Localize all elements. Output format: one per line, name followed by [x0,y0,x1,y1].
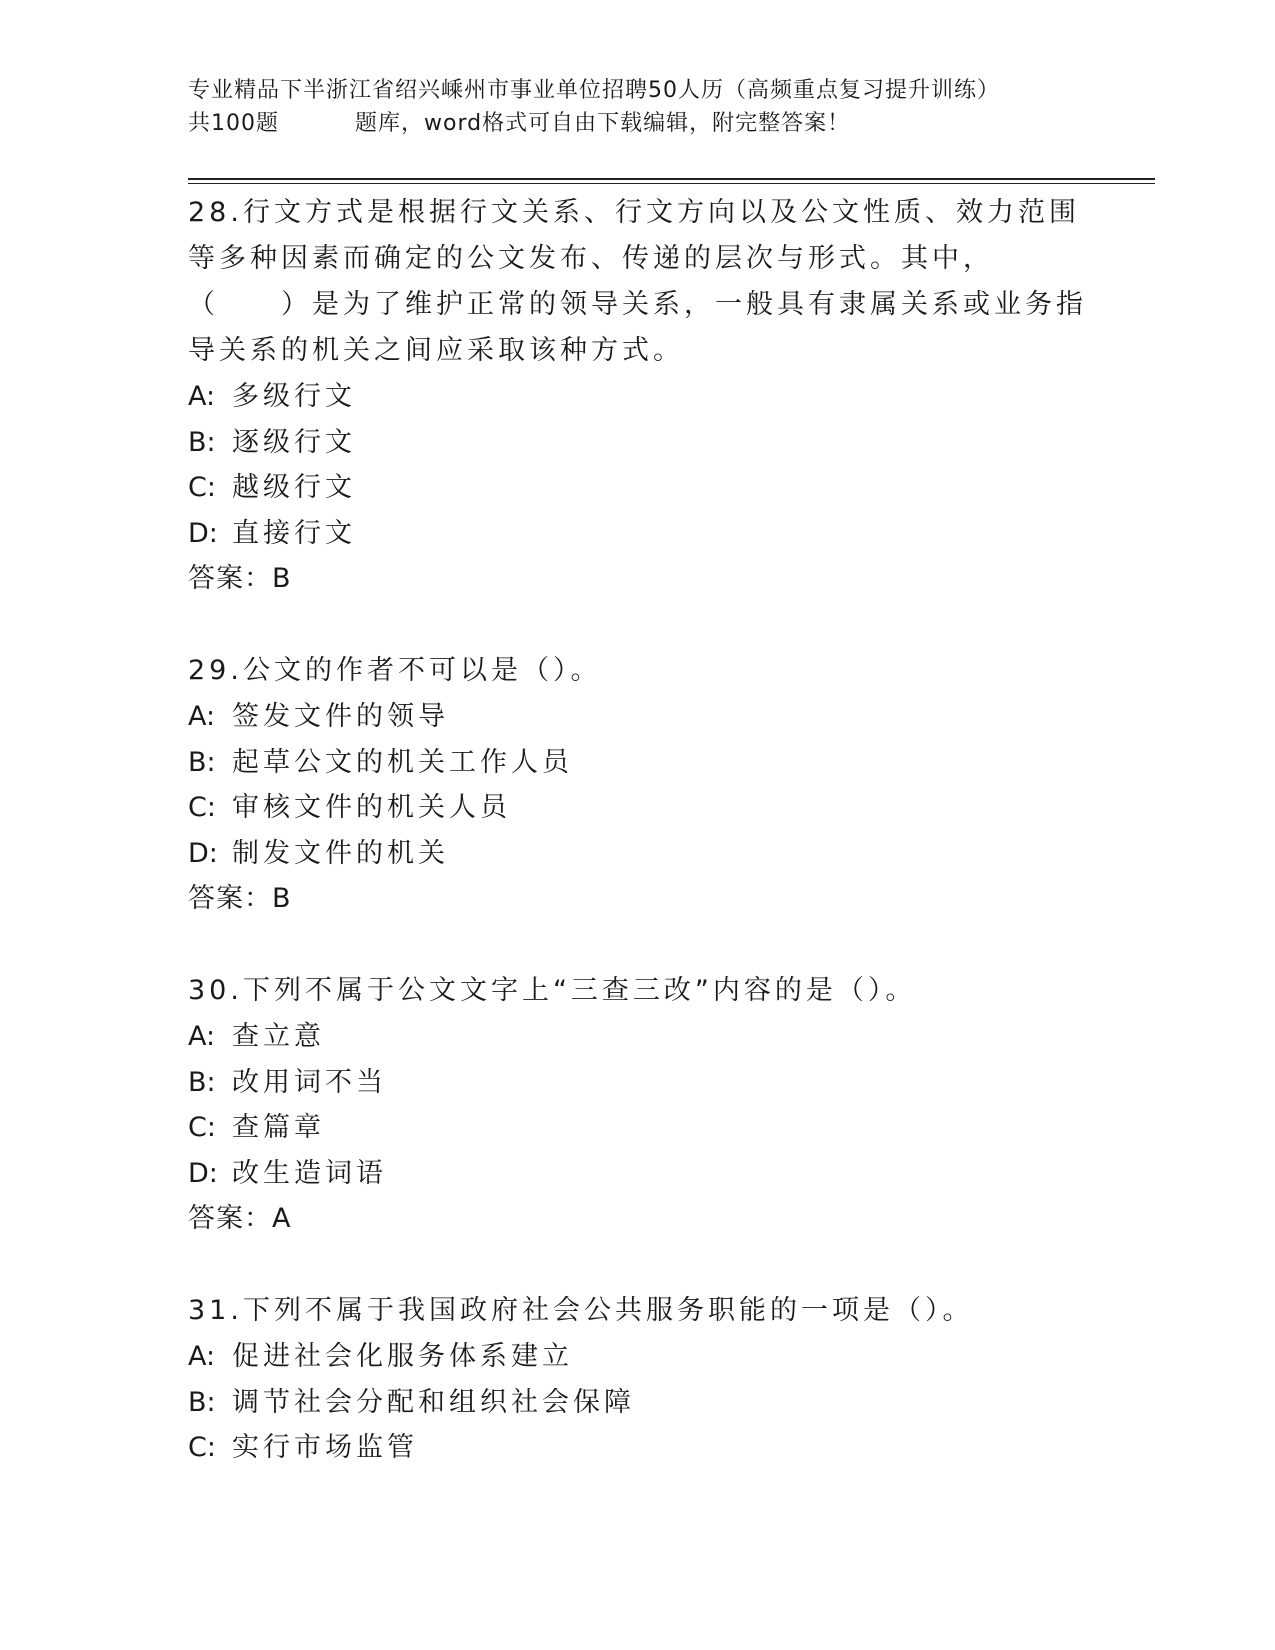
option-letter: B: [188,746,216,778]
header-title: 专业精品下半浙江省绍兴嵊州市事业单位招聘50人历（高频重点复习提升训练） [188,78,1000,103]
option-a [188,694,1088,740]
option-text: 直接行文 [232,517,356,549]
option-text: 逐级行文 [232,426,356,458]
option-text: 查立意 [232,1021,325,1052]
option-text: 制发文件的机关 [232,837,449,869]
option-letter: A: [188,701,216,732]
header-rule-thick [188,178,1155,180]
answer-line: 答案：B [188,563,292,594]
option-d [188,1151,1088,1197]
option-text: 查篇章 [232,1112,325,1143]
option-letter: A: [188,381,216,412]
option-a [188,1334,1088,1380]
option-text: 改生造词语 [232,1157,387,1189]
option-a [188,374,1088,420]
question-31 [188,1288,1088,1471]
option-letter: B: [188,426,216,458]
option-letter: B: [188,1386,216,1418]
option-letter: D: [188,1157,218,1189]
option-b [188,420,1088,466]
option-text: 越级行文 [232,472,356,503]
header-subtitle [188,107,1088,140]
option-text: 改用词不当 [232,1066,387,1098]
option-c [188,785,1088,831]
question-list [188,190,1088,1517]
option-letter: C: [188,472,216,503]
option-letter: C: [188,1432,216,1463]
answer-line: 答案：A [188,1203,292,1234]
option-text: 促进社会化服务体系建立 [232,1341,573,1372]
option-b [188,1380,1088,1426]
question-28 [188,190,1088,602]
page-header [188,74,1088,140]
header-count: 共100题 [188,111,279,136]
option-text: 实行市场监管 [232,1432,418,1463]
question-30 [188,968,1088,1242]
question-stem: 30.下列不属于公文文字上“三查三改”内容的是（）。 [188,975,917,1006]
option-text: 签发文件的领导 [232,701,449,732]
question-stem: 31.下列不属于我国政府社会公共服务职能的一项是（）。 [188,1295,974,1326]
option-letter: B: [188,1066,216,1098]
option-letter: C: [188,792,216,823]
option-a [188,1014,1088,1060]
option-c [188,1105,1088,1151]
option-c [188,1425,1088,1471]
option-text: 多级行文 [232,381,356,412]
option-b [188,740,1088,786]
answer-line: 答案：B [188,883,292,914]
header-description: 题库，word格式可自由下载编辑，附完整答案！ [355,111,851,136]
option-letter: D: [188,837,218,869]
option-text: 起草公文的机关工作人员 [232,746,573,778]
question-stem: 28.行文方式是根据行文关系、行文方向以及公文性质、效力范围等多种因素而确定的公文发布、传递的层次与形式。其中，（ ）是为了维护正常的领导关系，一般具有隶属关系或业务指导关系的机关之间应采取该种方式。 [188,197,1087,366]
option-c [188,465,1088,511]
option-letter: D: [188,517,218,549]
question-29 [188,648,1088,922]
option-letter: A: [188,1021,216,1052]
question-stem: 29.公文的作者不可以是（）。 [188,655,602,686]
option-letter: C: [188,1112,216,1143]
option-letter: A: [188,1341,216,1372]
option-b [188,1060,1088,1106]
option-text: 审核文件的机关人员 [232,792,511,823]
option-text: 调节社会分配和组织社会保障 [232,1386,635,1418]
option-d [188,831,1088,877]
option-d [188,511,1088,557]
header-rule-thin [188,183,1155,184]
